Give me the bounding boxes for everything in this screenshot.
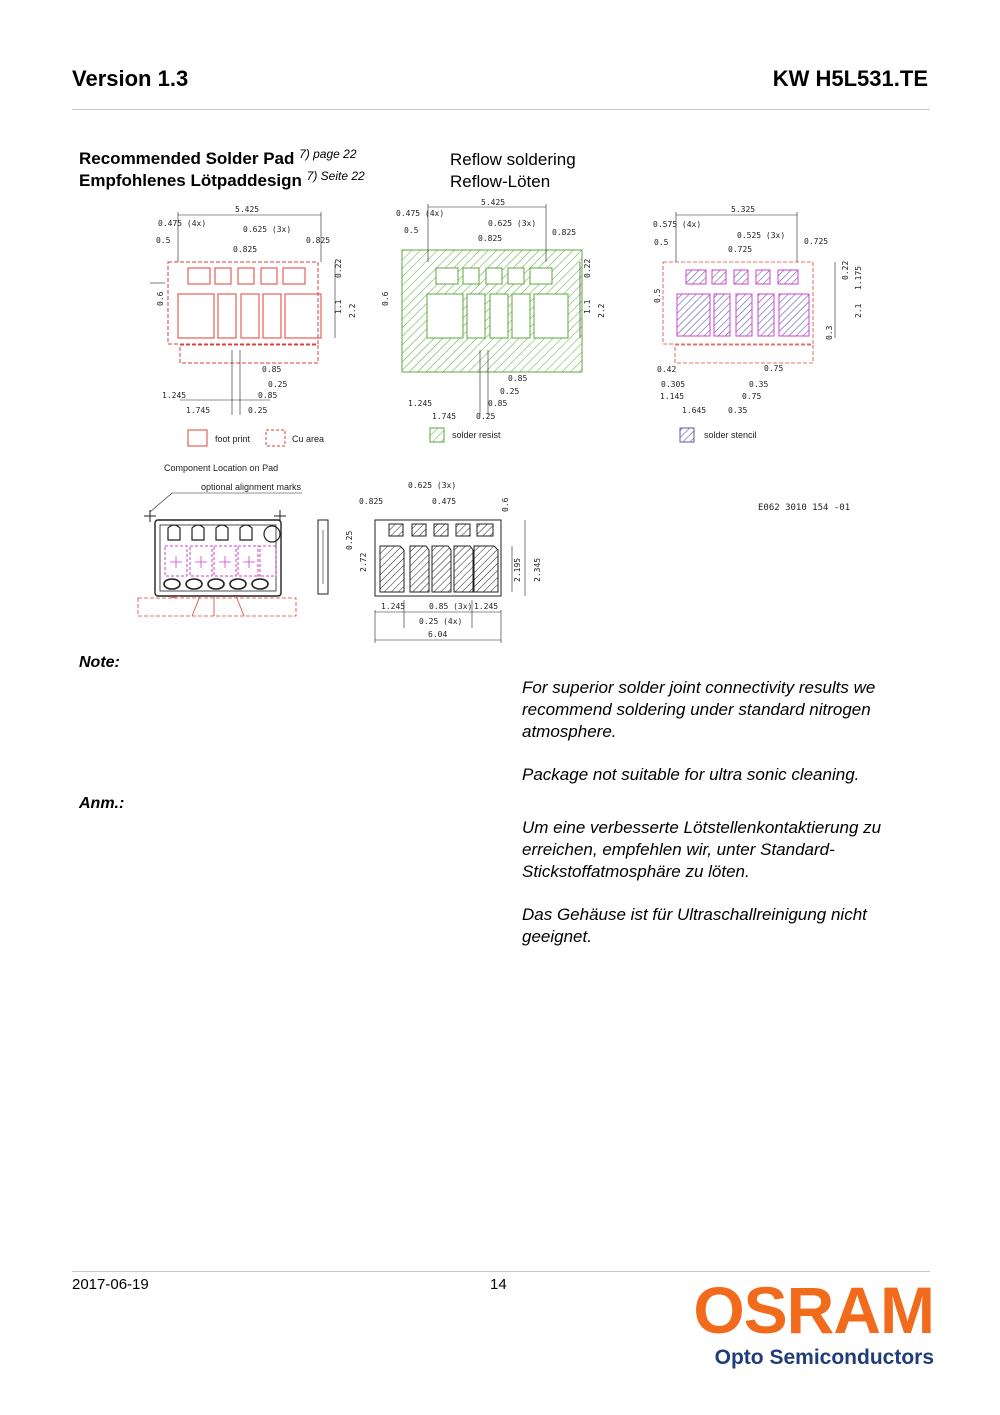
solder-pad-drawing: [0, 195, 1000, 650]
st-dim-0305: 0.305: [661, 380, 686, 389]
sr-dim-22: 2.2: [597, 303, 606, 318]
title-en-text: Recommended Solder Pad: [79, 149, 295, 168]
sr-dim-11: 1.1: [583, 299, 592, 314]
st-dim-03: 0.3: [825, 325, 834, 340]
legend-cu-label: Cu area: [292, 434, 325, 444]
st-dim-035b: 0.35: [728, 406, 748, 415]
part-number: KW H5L531.TE: [772, 66, 928, 91]
st-dim-075a: 0.75: [764, 364, 784, 373]
fp-dim-022: 0.22: [334, 258, 343, 278]
pl-dim-2345: 2.345: [533, 557, 542, 582]
st-dim-05: 0.5: [654, 238, 669, 247]
legend-resist-label: solder resist: [452, 430, 501, 440]
fp-dim-085b: 0.85: [258, 391, 278, 400]
fp-dim-22: 2.2: [348, 303, 357, 318]
alignment-marks-label: optional alignment marks: [201, 482, 302, 492]
fp-dim-11: 1.1: [334, 299, 343, 314]
sr-dim-085b: 0.85: [488, 399, 508, 408]
st-dim-035a: 0.35: [749, 380, 769, 389]
note-paragraph-2: Package not suitable for ultra sonic cleaning.: [522, 765, 860, 784]
section-title-en: [79, 149, 357, 169]
fp-dim-085a: 0.85: [262, 365, 282, 374]
pl-dim-604: 6.04: [428, 630, 448, 639]
osram-logo: OSRAM: [693, 1273, 934, 1347]
legend-stencil-label: solder stencil: [704, 430, 757, 440]
fp-dim-06: 0.6: [156, 291, 165, 306]
note-paragraph-1: For superior solder joint connectivity results we recommend soldering under standard nitrogen atmosphere.: [522, 678, 876, 741]
pl-dim-272: 2.72: [359, 552, 368, 572]
sr-dim-0825b: 0.825: [552, 228, 577, 237]
pl-dim-2195: 2.195: [513, 557, 522, 582]
sr-dim-1245: 1.245: [408, 399, 433, 408]
sr-dim-total: 5.425: [481, 198, 506, 207]
title-de-ref: 7) Seite 22: [306, 169, 365, 183]
st-dim-0725b: 0.725: [804, 237, 829, 246]
drawing-legend: [188, 428, 757, 446]
st-dim-pitch: 0.525 (3x): [737, 231, 786, 240]
note-label: Note:: [79, 654, 120, 671]
pl-dim-0825: 0.825: [359, 497, 384, 506]
sr-dim-1745: 1.745: [432, 412, 457, 421]
st-dim-022: 0.22: [841, 260, 850, 280]
anm-paragraph-1: Um eine verbesserte Lötstellenkontaktierung zu erreichen, empfehlen wir, unter Standard-Stickstoffatmosphäre zu löten.: [522, 818, 882, 881]
division-name: Opto Semiconductors: [714, 1346, 934, 1369]
st-dim-21: 2.1: [854, 303, 863, 318]
sr-dim-025a: 0.25: [500, 387, 520, 396]
sr-dim-085a: 0.85: [508, 374, 528, 383]
pad-layout-view: [345, 481, 542, 643]
sr-dim-05: 0.5: [404, 226, 419, 235]
drawing-number: E062 3010 154 -01: [758, 503, 851, 513]
stencil-view: [653, 205, 863, 415]
legend-footprint-swatch: [188, 430, 207, 446]
pl-dim-1245a: 1.245: [381, 602, 406, 611]
st-dim-075b: 0.75: [742, 392, 762, 401]
st-dim-total: 5.325: [731, 205, 756, 214]
legend-footprint-label: foot print: [215, 434, 251, 444]
pl-dim-085: 0.85 (3x): [429, 602, 473, 611]
fp-dim-pitch-small: 0.475 (4x): [158, 219, 207, 228]
fp-dim-1245: 1.245: [162, 391, 187, 400]
component-location-view: [138, 463, 328, 616]
pl-dim-0475: 0.475: [432, 497, 457, 506]
pl-dim-pitch: 0.625 (3x): [408, 481, 457, 490]
title-de-text: Empfohlenes Lötpaddesign: [79, 171, 302, 190]
pl-dim-06: 0.6: [501, 497, 510, 512]
fp-dim-0825a: 0.825: [233, 245, 258, 254]
pl-dim-025: 0.25: [345, 530, 354, 550]
fp-dim-1745: 1.745: [186, 406, 211, 415]
header-divider: [72, 109, 930, 110]
sr-dim-pitch: 0.625 (3x): [488, 219, 537, 228]
fp-dim-025b: 0.25: [248, 406, 268, 415]
anm-label: Anm.:: [79, 795, 125, 812]
legend-cu-swatch: [266, 430, 285, 446]
fp-dim-025a: 0.25: [268, 380, 288, 389]
sr-dim-06: 0.6: [381, 291, 390, 306]
sr-dim-pitch-small: 0.475 (4x): [396, 209, 445, 218]
footer-date: 2017-06-19: [72, 1276, 149, 1293]
sr-dim-0825a: 0.825: [478, 234, 503, 243]
anm-paragraph-2: Das Gehäuse ist für Ultraschallreinigung nicht geeignet.: [522, 905, 867, 946]
st-dim-1145: 1.145: [660, 392, 685, 401]
fp-dim-total: 5.425: [235, 205, 260, 214]
fp-dim-pitch: 0.625 (3x): [243, 225, 292, 234]
footer-page-number: 14: [490, 1276, 507, 1293]
st-dim-0725a: 0.725: [728, 245, 753, 254]
st-dim-pitch-small: 0.575 (4x): [653, 220, 702, 229]
st-dim-042: 0.42: [657, 365, 677, 374]
st-dim-05v: 0.5: [653, 288, 662, 303]
st-dim-1645: 1.645: [682, 406, 707, 415]
sr-dim-022: 0.22: [583, 258, 592, 278]
legend-resist-swatch: [430, 428, 444, 442]
st-dim-1175: 1.175: [854, 265, 863, 290]
fp-dim-0825b: 0.825: [306, 236, 331, 245]
solder-resist-view: [381, 198, 606, 421]
process-de: Reflow-Löten: [450, 172, 551, 191]
sr-dim-025b: 0.25: [476, 412, 496, 421]
fp-dim-05: 0.5: [156, 236, 171, 245]
title-en-ref: 7) page 22: [299, 147, 357, 161]
pl-dim-025x4: 0.25 (4x): [419, 617, 463, 626]
process-en: Reflow soldering: [450, 150, 576, 169]
document-version: Version 1.3: [72, 66, 189, 91]
footprint-view: [150, 205, 357, 415]
component-location-label: Component Location on Pad: [164, 463, 279, 473]
section-title-de: [79, 171, 365, 191]
legend-stencil-swatch: [680, 428, 694, 442]
pl-dim-1245b: 1.245: [474, 602, 499, 611]
